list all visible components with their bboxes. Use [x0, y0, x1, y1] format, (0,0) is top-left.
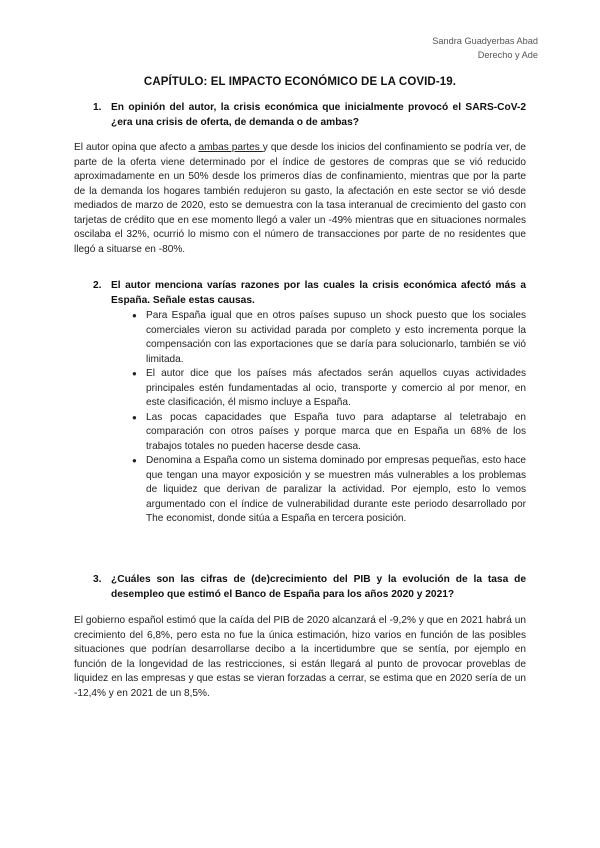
question-1 [93, 101, 526, 130]
causes-list [132, 309, 526, 527]
chapter-title: CAPÍTULO: EL IMPACTO ECONÓMICO DE LA COVID-19. [143, 76, 457, 88]
bullet-icon: ● [132, 369, 137, 378]
list-item-text: Las pocas capacidades que España tuvo para adaptarse al teletrabajo en comparación con otros países y porque marca que en España un 68% de los trabajos totales no pueden hacerse desde casa. [146, 411, 526, 452]
subject-name: Derecho y Ade [477, 50, 538, 60]
page-header [432, 34, 538, 62]
author-name: Sandra Guadyerbas Abad [432, 36, 538, 46]
answer-1-part-a: El autor opina que afecto a [74, 142, 199, 153]
question-2-text: El autor menciona varías razones por las cuales la crisis económica afectó más a España. Señale estas causas. [111, 280, 526, 306]
bullet-icon: ● [132, 456, 137, 465]
list-item [132, 309, 526, 367]
bullet-icon: ● [132, 311, 137, 320]
bullet-icon: ● [132, 412, 137, 422]
list-item-text: Denomina a España como un sistema dominado por empresas pequeñas, esto hace que tengan una mayor exposición y se muestren más vulnerables a los problemas de liquidez que derivan de paralizar la actividad. Por ejemplo, esto lo vemos argumentado con el índice de vulnerabilidad durante este periodo desarrollado por The economist, donde sitúa a España en tercera posición. [146, 455, 526, 524]
list-item-text: El autor dice que los países más afectados serán aquellos cuyas actividades principales estén fundamentadas al ocio, transporte y comercio al por menor, en este clasificación, él mismo incluye a España. [146, 368, 526, 408]
answer-1 [74, 141, 526, 257]
list-item [132, 411, 526, 455]
list-item-text: Para España igual que en otros países supuso un shock puesto que los sociales comerciales vieron su actividad parada por completo y esto incrementa porque la compensación con las exportaciones que se daría para solucionarlo, también se vió limitada. [146, 310, 526, 365]
answer-1-underlined: ambas partes [198, 142, 263, 153]
answer-3-text: El gobierno español estimó que la caída del PIB de 2020 alcanzará el -9,2% y que en 2021 habrá un crecimiento del 6,8%, pero esta no fue la única estimación, hizo varios en función de las posibles situaciones que podrían desarrollarse decibo a la incertidumbre que se sentía, por ejemplo en función de la longevidad de las restricciones, si están llegará al punto de provocar proveblas de liquidez en las empresas y que estas se vieran forzadas a cerrar, se estima que en 2020 sería de un -12,4% y en 2021 de un 8,5%. [74, 615, 526, 699]
question-3-text: ¿Cuáles son las cifras de (de)crecimiento del PIB y la evolución de la tasa de desempleo que estimó el Banco de España para los años 2020 y 2021? [111, 574, 526, 600]
list-item [132, 367, 526, 411]
answer-1-part-b: y que desde los inicios del confinamiento se podría ver, de parte de la oferta viene determinado por el índice de gestores de compras que se vió reducido aproximadamente en un 50% desde los primeros días de confinamiento, mientras que por la parte de la demanda los hogares también redujeron su gasto, la afectación en este sector se vió desde mediados de marzo de 2020, esto se demuestra con la tasa interanual de crecimiento del gasto con tarjetas de crédito que en ese momento llegó a valer un -49% mientras que en situaciones normales oscilaba el 32%, ocurrió lo mismo con el número de transacciones por parte de no residentes que llegó a situarse en -80%. [74, 142, 526, 255]
answer-3 [74, 614, 526, 701]
question-2 [93, 279, 526, 308]
question-1-text: En opinión del autor, la crisis económica que inicialmente provocó el SARS-CoV-2 ¿era una crisis de oferta, de demanda o de ambas? [111, 102, 526, 128]
question-3 [93, 573, 526, 602]
question-3-number: 3. [93, 574, 102, 585]
question-1-number: 1. [93, 102, 102, 113]
question-2-number: 2. [93, 280, 102, 291]
list-item [132, 454, 526, 527]
